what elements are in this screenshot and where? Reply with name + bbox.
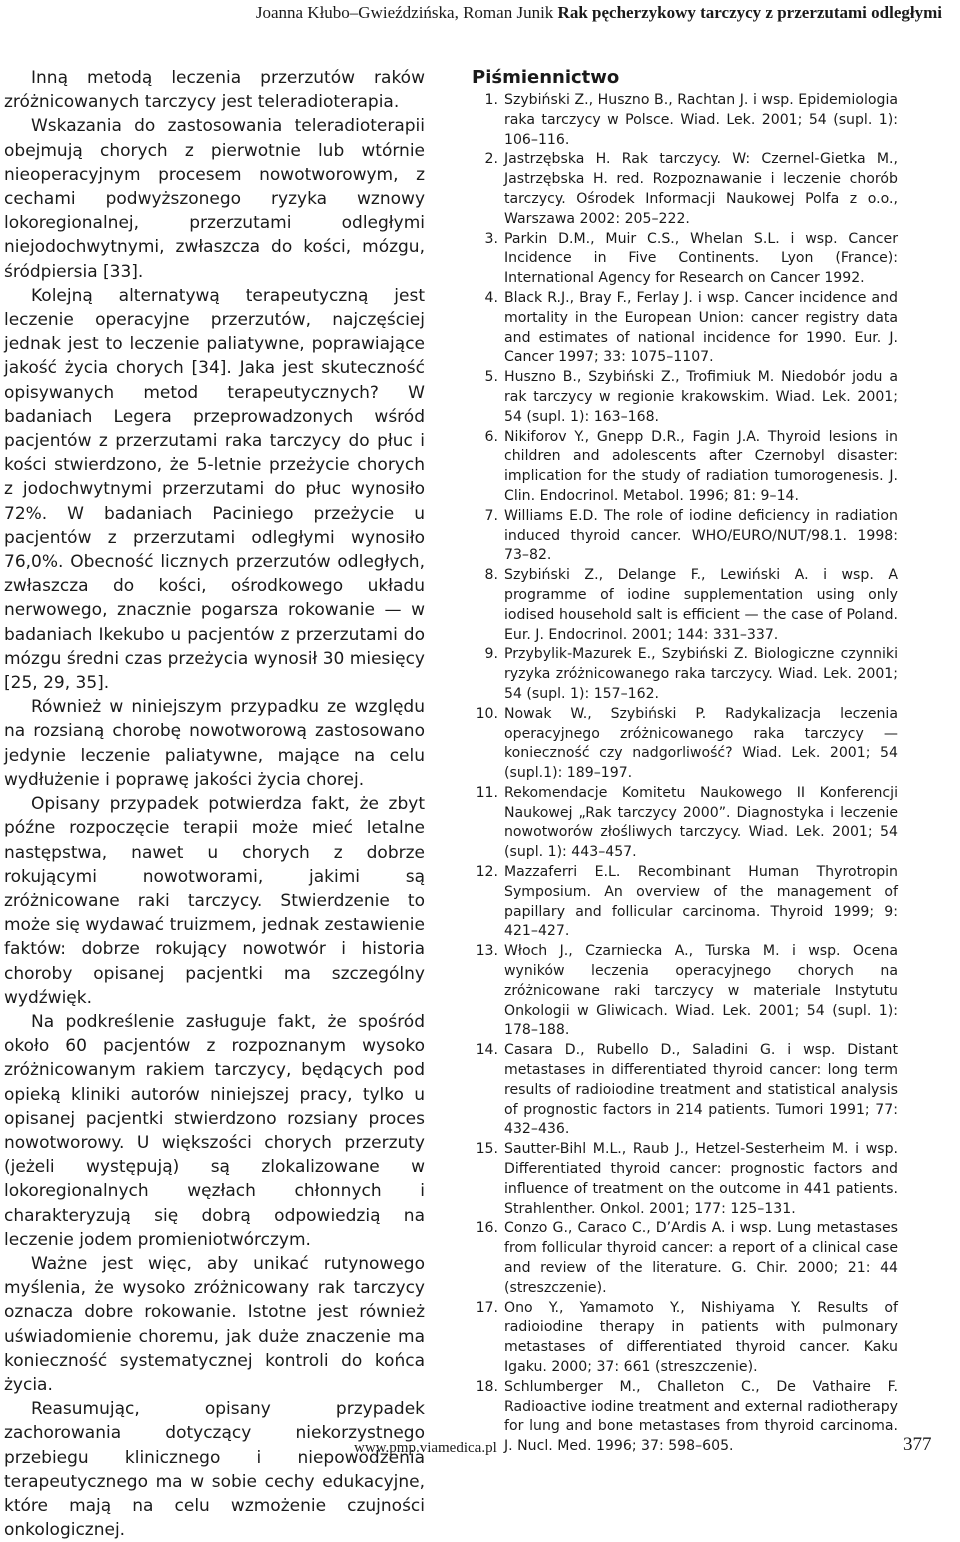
body-paragraph: Również w niniejszym przypadku ze względu na rozsianą chorobę nowotworową zastosowano jedynie leczenie paliatywne, mające na celu wydłużenie i poprawę jakości życia chorej. <box>4 697 425 790</box>
reference-item <box>472 942 898 1041</box>
header-authors: Joanna Kłubo–Gwieździńska, Roman Junik <box>255 3 554 22</box>
running-header <box>256 0 942 26</box>
reference-text: Nikiforov Y., Gnepp D.R., Fagin J.A. Thyroid lesions in children and adolescents after Czernobyl disaster: implication for the study of radiation tumorogenesis. J. Clin. Endocrinol. Metabol. 1996; 81: 9–14. <box>504 428 898 504</box>
references-heading: Piśmiennictwo <box>472 67 620 88</box>
reference-item <box>472 1378 898 1457</box>
reference-number: 7. <box>484 507 498 524</box>
reference-number: 18. <box>475 1378 498 1395</box>
reference-number: 5. <box>484 369 498 386</box>
reference-item <box>472 1140 898 1219</box>
reference-text: Black R.J., Bray F., Ferlay J. i wsp. Cancer incidence and mortality in the European Union: cancer registry data and estimates of national incidence for 1990. Eur. J. Cancer 1997; 33: 1075–1107. <box>504 289 898 366</box>
body-paragraph: Ważne jest więc, aby unikać rutynowego myślenia, że wysoko zróżnicowany rak tarczycy oznacza dobre rokowanie. Istotne jest również uświadomienie choremu, jak duże znaczenie ma konieczność systematycznej kontroli do końca życia. <box>4 1253 425 1395</box>
reference-number: 11. <box>475 784 498 801</box>
reference-item <box>472 863 898 942</box>
reference-text: Huszno B., Szybiński Z., Trofimiuk M. Niedobór jodu a rak tarczycy w regionie krakowskim. Wiad. Lek. 2001; 54 (supl. 1): 163–168. <box>504 369 898 425</box>
reference-number: 14. <box>475 1042 498 1059</box>
reference-number: 10. <box>475 705 498 722</box>
reference-item <box>472 150 898 229</box>
reference-number: 8. <box>484 567 498 584</box>
reference-item <box>472 507 898 566</box>
reference-item <box>472 1299 898 1378</box>
reference-number: 16. <box>475 1220 498 1237</box>
reference-text: Williams E.D. The role of iodine deficiency in radiation induced thyroid cancer. WHO/EURO/NUT/98.1. 1998: 73–82. <box>504 507 898 564</box>
reference-item <box>472 1041 898 1140</box>
references-list <box>472 91 898 1457</box>
body-paragraph: Reasumując, opisany przypadek zachorowania dotyczący niekorzystnego przebiegu klinicznego i niepowodzenia terapeutycznego ma w sobie cechy edukacyjne, które mają na celu wzmożenie czujności onkologicznej. <box>4 1399 425 1541</box>
reference-number: 12. <box>475 864 498 881</box>
references-column <box>472 67 898 1457</box>
body-paragraph: Opisany przypadek potwierdza fakt, że zbyt późne rozpoczęcie terapii może mieć letalne następstwa, nawet u chorych z dobrze rokującymi nowotworami, jakimi są zróżnicowane raki tarczycy. Stwierdzenie to może się wydawać truizmem, jednak zestawienie faktów: dobrze rokujący nowotwór i historia choroby opisanej pacjentki ma szczególny wydźwięk. <box>4 794 425 1008</box>
body-paragraph: Na podkreślenie zasługuje fakt, że spośród około 60 pacjentów z rozpoznanym wysoko zróżnicowanym rakiem tarczycy, będących pod opieką kliniki autorów niniejszej pracy, tylko u opisanej pacjentki stwierdzono rozsiany proces nowotworowy. U większości chorych przerzuty (jeżeli występują) są zlokalizowane w lokoregionalnych węzłach chłonnych i charakteryzują się dobrą odpowiedzią na leczenie jodem promieniotwórczym. <box>4 1011 425 1250</box>
reference-number: 9. <box>484 646 498 663</box>
reference-number: 13. <box>475 943 498 960</box>
reference-item <box>472 784 898 863</box>
reference-text: Ono Y., Yamamoto Y., Nishiyama Y. Results of radioiodine therapy in patients with pulmonary metastases of differentiated thyroid cancer. Kaku Igaku. 2000; 37: 661 (streszczenie). <box>504 1299 898 1375</box>
page-number: 377 <box>903 1434 932 1455</box>
reference-item <box>472 368 898 427</box>
reference-item <box>472 645 898 704</box>
reference-text: Conzo G., Caraco C., D’Ardis A. i wsp. Lung metastases from follicular thyroid cancer: a report of a clinical case and review of the literature. G. Chir. 2000; 21: 44 (streszczenie). <box>504 1220 898 1296</box>
reference-item <box>472 566 898 645</box>
reference-text: Casara D., Rubello D., Saladini G. i wsp. Distant metastases in differentiated thyroid cancer: long term results of radioiodine treatment and statistical analysis of prognostic factors in 214 patients. Tumori 1991; 77: 432–436. <box>504 1042 898 1138</box>
reference-number: 3. <box>484 230 498 247</box>
reference-number: 1. <box>484 92 498 108</box>
reference-text: Schlumberger M., Challeton C., De Vathaire F. Radioactive iodine treatment and external radiotherapy for lung and bone metastases from thyroid carcinoma. J. Nucl. Med. 1996; 37: 598–605. <box>504 1378 898 1455</box>
reference-number: 6. <box>484 428 498 445</box>
reference-text: Mazzaferri E.L. Recombinant Human Thyrotropin Symposium. An overview of the management of papillary and follicular carcinoma. Thyroid 1999; 9: 421–427. <box>504 864 898 940</box>
reference-text: Sautter-Bihl M.L., Raub J., Hetzel-Sesterheim M. i wsp. Differentiated thyroid cancer: prognostic factors and influence of treatment on the outcome in 441 patients. Strahlenther. Onkol. 2001; 177: 125–131. <box>504 1141 898 1217</box>
reference-item <box>472 1219 898 1298</box>
reference-text: Jastrzębska H. Rak tarczycy. W: Czernel-Gietka M., Jastrzębska H. red. Rozpoznawanie i leczenie chorób tarczycy. Ośrodek Informacji Naukowej Polfa z o.o., Warszawa 2002: 205–222. <box>504 151 898 227</box>
body-text-column <box>4 66 425 1542</box>
body-paragraph: Kolejną alternatywą terapeutyczną jest leczenie operacyjne przerzutów, najczęściej jednak jest to leczenie paliatywne, poprawiające jakość życia chorych [34]. Jaka jest skuteczność opisywanych metod terapeutycznych? W badaniach Legera przeprowadzonych wśród pacjentów z przerzutami raka tarczycy do płuc i kości stwierdzono, że 5-letnie przeżycie chorych z jodochwytnymi przerzutami do płuc wynosiło 72%. W badaniach Paciniego przeżycie u pacjentów z przerzutami odległymi wynosiło 76,0%. Obecność licznych przerzutów odległych, zwłaszcza do kości, ośrodkowego układu nerwowego, znacznie pogarsza rokowanie — w badaniach Ikekubo u pacjentów z przerzutami do mózgu średni czas przeżycia wynosił 30 miesięcy [25, 29, 35]. <box>4 285 425 694</box>
reference-number: 2. <box>484 151 498 168</box>
reference-text: Rekomendacje Komitetu Naukowego II Konferencji Naukowej „Rak tarczycy 2000”. Diagnostyka i leczenie nowotworów złośliwych tarczycy. Wiad. Lek. 2001; 54 (supl. 1): 443–457. <box>504 784 898 861</box>
reference-number: 17. <box>475 1299 498 1316</box>
reference-number: 15. <box>475 1141 498 1158</box>
body-paragraph: Wskazania do zastosowania teleradioterapii obejmują chorych z pierwotnie lub wtórnie nieoperacyjnym procesem nowotworowym, z cechami podwyższonego ryzyka wznowy lokoregionalnej, przerzutami odległymi niejodochwytnymi, zwłaszcza do kości, mózgu, śródpiersia [33]. <box>4 116 425 282</box>
reference-text: Parkin D.M., Muir C.S., Whelan S.L. i wsp. Cancer Incidence in Five Continents. Lyon (France): International Agency for Research on Cancer 1992. <box>504 230 898 287</box>
reference-item <box>472 230 898 289</box>
reference-text: Włoch J., Czarniecka A., Turska M. i wsp. Ocena wyników leczenia operacyjnego chorych na zróżnicowane raki tarczycy w materiale Instytutu Onkologii w Gliwicach. Wiad. Lek. 2001; 54 (supl. 1): 178–188. <box>504 943 898 1039</box>
reference-item <box>472 705 898 784</box>
reference-text: Szybiński Z., Delange F., Lewiński A. i wsp. A programme of iodine supplementation using only iodised household salt is efficient — the case of Poland. Eur. J. Endocrinol. 2001; 144: 331–337. <box>504 567 898 643</box>
reference-item <box>472 428 898 507</box>
reference-text: Nowak W., Szybiński P. Radykalizacja leczenia operacyjnego zróżnicowanego raka tarczycy — konieczność czy nadgorliwość? Wiad. Lek. 2001; 54 (supl.1): 189–197. <box>504 705 898 782</box>
reference-item <box>472 91 898 150</box>
reference-text: Przybylik-Mazurek E., Szybiński Z. Biologiczne czynniki ryzyka zróżnicowanego raka tarczycy. Wiad. Lek. 2001; 54 (supl. 1): 157–162. <box>504 646 898 702</box>
reference-item <box>472 289 898 368</box>
header-article-title: Rak pęcherzykowy tarczycy z przerzutami odległymi <box>557 3 942 22</box>
footer-url[interactable]: www.pmp.viamedica.pl <box>354 1440 497 1456</box>
reference-number: 4. <box>484 289 498 306</box>
body-paragraph: Inną metodą leczenia przerzutów raków zróżnicowanych tarczycy jest teleradioterapia. <box>4 68 425 113</box>
reference-text: Szybiński Z., Huszno B., Rachtan J. i wsp. Epidemiologia raka tarczycy w Polsce. Wiad. Lek. 2001; 54 (supl. 1): 106–116. <box>504 92 898 148</box>
